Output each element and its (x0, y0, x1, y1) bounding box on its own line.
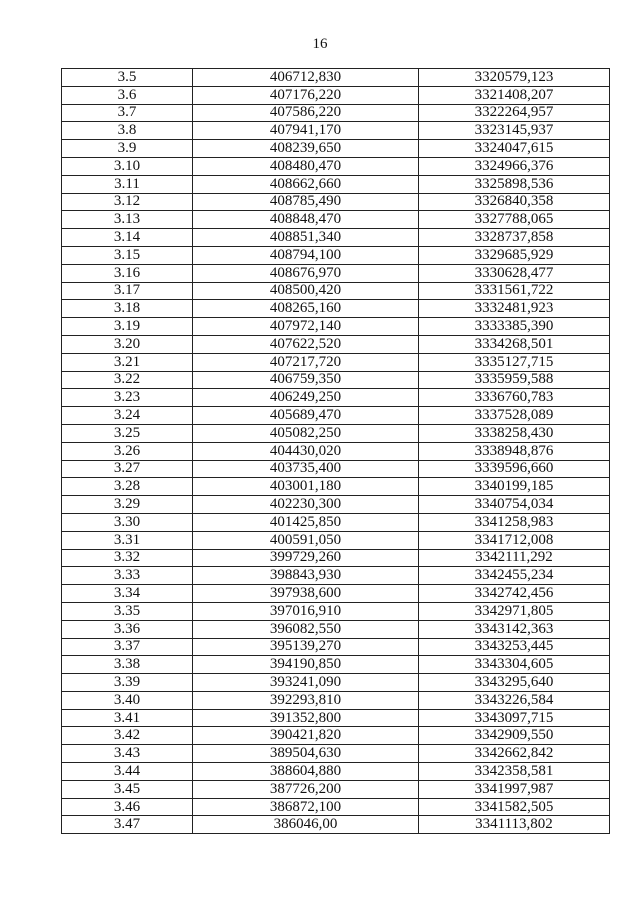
y-coordinate-cell: 3342662,842 (419, 745, 610, 763)
table-row (62, 211, 610, 229)
table-row (62, 122, 610, 140)
y-coordinate-cell: 3342742,456 (419, 585, 610, 603)
table-row (62, 193, 610, 211)
y-coordinate-cell: 3327788,065 (419, 211, 610, 229)
point-number-cell: 3.25 (62, 424, 193, 442)
x-coordinate-cell: 408848,470 (193, 211, 419, 229)
point-number-cell: 3.6 (62, 86, 193, 104)
point-number-cell: 3.31 (62, 531, 193, 549)
table-row (62, 496, 610, 514)
x-coordinate-cell: 407176,220 (193, 86, 419, 104)
y-coordinate-cell: 3338258,430 (419, 424, 610, 442)
point-number-cell: 3.37 (62, 638, 193, 656)
y-coordinate-cell: 3341997,987 (419, 780, 610, 798)
point-number-cell: 3.26 (62, 442, 193, 460)
y-coordinate-cell: 3335127,715 (419, 353, 610, 371)
x-coordinate-cell: 397938,600 (193, 585, 419, 603)
table-row (62, 549, 610, 567)
point-number-cell: 3.33 (62, 567, 193, 585)
x-coordinate-cell: 386872,100 (193, 798, 419, 816)
x-coordinate-cell: 407972,140 (193, 318, 419, 336)
point-number-cell: 3.41 (62, 709, 193, 727)
x-coordinate-cell: 408794,100 (193, 246, 419, 264)
point-number-cell: 3.24 (62, 407, 193, 425)
table-row (62, 353, 610, 371)
point-number-cell: 3.42 (62, 727, 193, 745)
y-coordinate-cell: 3325898,536 (419, 175, 610, 193)
y-coordinate-cell: 3336760,783 (419, 389, 610, 407)
table-row (62, 585, 610, 603)
y-coordinate-cell: 3324047,615 (419, 140, 610, 158)
y-coordinate-cell: 3343304,605 (419, 656, 610, 674)
coordinates-table-body (62, 69, 610, 834)
table-row (62, 780, 610, 798)
y-coordinate-cell: 3343295,640 (419, 674, 610, 692)
x-coordinate-cell: 404430,020 (193, 442, 419, 460)
x-coordinate-cell: 397016,910 (193, 602, 419, 620)
x-coordinate-cell: 394190,850 (193, 656, 419, 674)
coordinates-table (61, 68, 610, 834)
table-row (62, 246, 610, 264)
x-coordinate-cell: 408662,660 (193, 175, 419, 193)
x-coordinate-cell: 407622,520 (193, 335, 419, 353)
table-row (62, 798, 610, 816)
table-row (62, 763, 610, 781)
page-number: 16 (312, 36, 328, 52)
x-coordinate-cell: 405689,470 (193, 407, 419, 425)
table-row (62, 567, 610, 585)
table-row (62, 335, 610, 353)
point-number-cell: 3.11 (62, 175, 193, 193)
y-coordinate-cell: 3321408,207 (419, 86, 610, 104)
x-coordinate-cell: 386046,00 (193, 816, 419, 834)
point-number-cell: 3.36 (62, 620, 193, 638)
x-coordinate-cell: 389504,630 (193, 745, 419, 763)
table-row (62, 638, 610, 656)
y-coordinate-cell: 3343142,363 (419, 620, 610, 638)
table-row (62, 69, 610, 87)
y-coordinate-cell: 3341712,008 (419, 531, 610, 549)
table-row (62, 816, 610, 834)
table-row (62, 620, 610, 638)
y-coordinate-cell: 3333385,390 (419, 318, 610, 336)
x-coordinate-cell: 406249,250 (193, 389, 419, 407)
table-row (62, 656, 610, 674)
table-row (62, 157, 610, 175)
table-row (62, 709, 610, 727)
point-number-cell: 3.38 (62, 656, 193, 674)
point-number-cell: 3.5 (62, 69, 193, 87)
point-number-cell: 3.45 (62, 780, 193, 798)
point-number-cell: 3.9 (62, 140, 193, 158)
y-coordinate-cell: 3341113,802 (419, 816, 610, 834)
y-coordinate-cell: 3342358,581 (419, 763, 610, 781)
x-coordinate-cell: 408851,340 (193, 229, 419, 247)
x-coordinate-cell: 396082,550 (193, 620, 419, 638)
point-number-cell: 3.34 (62, 585, 193, 603)
point-number-cell: 3.18 (62, 300, 193, 318)
y-coordinate-cell: 3343097,715 (419, 709, 610, 727)
table-row (62, 282, 610, 300)
point-number-cell: 3.7 (62, 104, 193, 122)
table-row (62, 229, 610, 247)
table-row (62, 478, 610, 496)
table-row (62, 318, 610, 336)
y-coordinate-cell: 3341258,983 (419, 513, 610, 531)
x-coordinate-cell: 408480,470 (193, 157, 419, 175)
point-number-cell: 3.27 (62, 460, 193, 478)
x-coordinate-cell: 408676,970 (193, 264, 419, 282)
table-row (62, 460, 610, 478)
point-number-cell: 3.30 (62, 513, 193, 531)
point-number-cell: 3.43 (62, 745, 193, 763)
point-number-cell: 3.16 (62, 264, 193, 282)
x-coordinate-cell: 388604,880 (193, 763, 419, 781)
y-coordinate-cell: 3340199,185 (419, 478, 610, 496)
x-coordinate-cell: 399729,260 (193, 549, 419, 567)
y-coordinate-cell: 3341582,505 (419, 798, 610, 816)
y-coordinate-cell: 3335959,588 (419, 371, 610, 389)
point-number-cell: 3.19 (62, 318, 193, 336)
x-coordinate-cell: 407586,220 (193, 104, 419, 122)
y-coordinate-cell: 3320579,123 (419, 69, 610, 87)
y-coordinate-cell: 3342971,805 (419, 602, 610, 620)
point-number-cell: 3.12 (62, 193, 193, 211)
point-number-cell: 3.40 (62, 691, 193, 709)
table-row (62, 389, 610, 407)
x-coordinate-cell: 390421,820 (193, 727, 419, 745)
x-coordinate-cell: 408500,420 (193, 282, 419, 300)
y-coordinate-cell: 3339596,660 (419, 460, 610, 478)
x-coordinate-cell: 402230,300 (193, 496, 419, 514)
x-coordinate-cell: 391352,800 (193, 709, 419, 727)
y-coordinate-cell: 3342909,550 (419, 727, 610, 745)
point-number-cell: 3.14 (62, 229, 193, 247)
x-coordinate-cell: 398843,930 (193, 567, 419, 585)
x-coordinate-cell: 403001,180 (193, 478, 419, 496)
point-number-cell: 3.22 (62, 371, 193, 389)
x-coordinate-cell: 392293,810 (193, 691, 419, 709)
table-row (62, 407, 610, 425)
table-row (62, 300, 610, 318)
y-coordinate-cell: 3332481,923 (419, 300, 610, 318)
table-row (62, 513, 610, 531)
point-number-cell: 3.20 (62, 335, 193, 353)
table-row (62, 140, 610, 158)
table-row (62, 442, 610, 460)
y-coordinate-cell: 3322264,957 (419, 104, 610, 122)
table-row (62, 371, 610, 389)
y-coordinate-cell: 3340754,034 (419, 496, 610, 514)
table-row (62, 86, 610, 104)
x-coordinate-cell: 403735,400 (193, 460, 419, 478)
y-coordinate-cell: 3342111,292 (419, 549, 610, 567)
y-coordinate-cell: 3338948,876 (419, 442, 610, 460)
x-coordinate-cell: 401425,850 (193, 513, 419, 531)
table-row (62, 691, 610, 709)
x-coordinate-cell: 407217,720 (193, 353, 419, 371)
x-coordinate-cell: 406759,350 (193, 371, 419, 389)
y-coordinate-cell: 3343253,445 (419, 638, 610, 656)
y-coordinate-cell: 3343226,584 (419, 691, 610, 709)
point-number-cell: 3.29 (62, 496, 193, 514)
table-row (62, 745, 610, 763)
x-coordinate-cell: 387726,200 (193, 780, 419, 798)
table-row (62, 531, 610, 549)
point-number-cell: 3.17 (62, 282, 193, 300)
y-coordinate-cell: 3342455,234 (419, 567, 610, 585)
x-coordinate-cell: 408239,650 (193, 140, 419, 158)
table-row (62, 104, 610, 122)
table-row (62, 674, 610, 692)
y-coordinate-cell: 3329685,929 (419, 246, 610, 264)
x-coordinate-cell: 407941,170 (193, 122, 419, 140)
y-coordinate-cell: 3337528,089 (419, 407, 610, 425)
point-number-cell: 3.8 (62, 122, 193, 140)
x-coordinate-cell: 400591,050 (193, 531, 419, 549)
point-number-cell: 3.21 (62, 353, 193, 371)
y-coordinate-cell: 3331561,722 (419, 282, 610, 300)
y-coordinate-cell: 3328737,858 (419, 229, 610, 247)
y-coordinate-cell: 3326840,358 (419, 193, 610, 211)
table-row (62, 602, 610, 620)
x-coordinate-cell: 406712,830 (193, 69, 419, 87)
point-number-cell: 3.15 (62, 246, 193, 264)
y-coordinate-cell: 3323145,937 (419, 122, 610, 140)
point-number-cell: 3.35 (62, 602, 193, 620)
point-number-cell: 3.23 (62, 389, 193, 407)
table-row (62, 264, 610, 282)
x-coordinate-cell: 395139,270 (193, 638, 419, 656)
table-row (62, 727, 610, 745)
point-number-cell: 3.44 (62, 763, 193, 781)
point-number-cell: 3.13 (62, 211, 193, 229)
y-coordinate-cell: 3334268,501 (419, 335, 610, 353)
point-number-cell: 3.10 (62, 157, 193, 175)
table-row (62, 175, 610, 193)
table-row (62, 424, 610, 442)
point-number-cell: 3.47 (62, 816, 193, 834)
x-coordinate-cell: 405082,250 (193, 424, 419, 442)
x-coordinate-cell: 408265,160 (193, 300, 419, 318)
x-coordinate-cell: 408785,490 (193, 193, 419, 211)
point-number-cell: 3.32 (62, 549, 193, 567)
point-number-cell: 3.28 (62, 478, 193, 496)
y-coordinate-cell: 3330628,477 (419, 264, 610, 282)
x-coordinate-cell: 393241,090 (193, 674, 419, 692)
y-coordinate-cell: 3324966,376 (419, 157, 610, 175)
point-number-cell: 3.46 (62, 798, 193, 816)
point-number-cell: 3.39 (62, 674, 193, 692)
